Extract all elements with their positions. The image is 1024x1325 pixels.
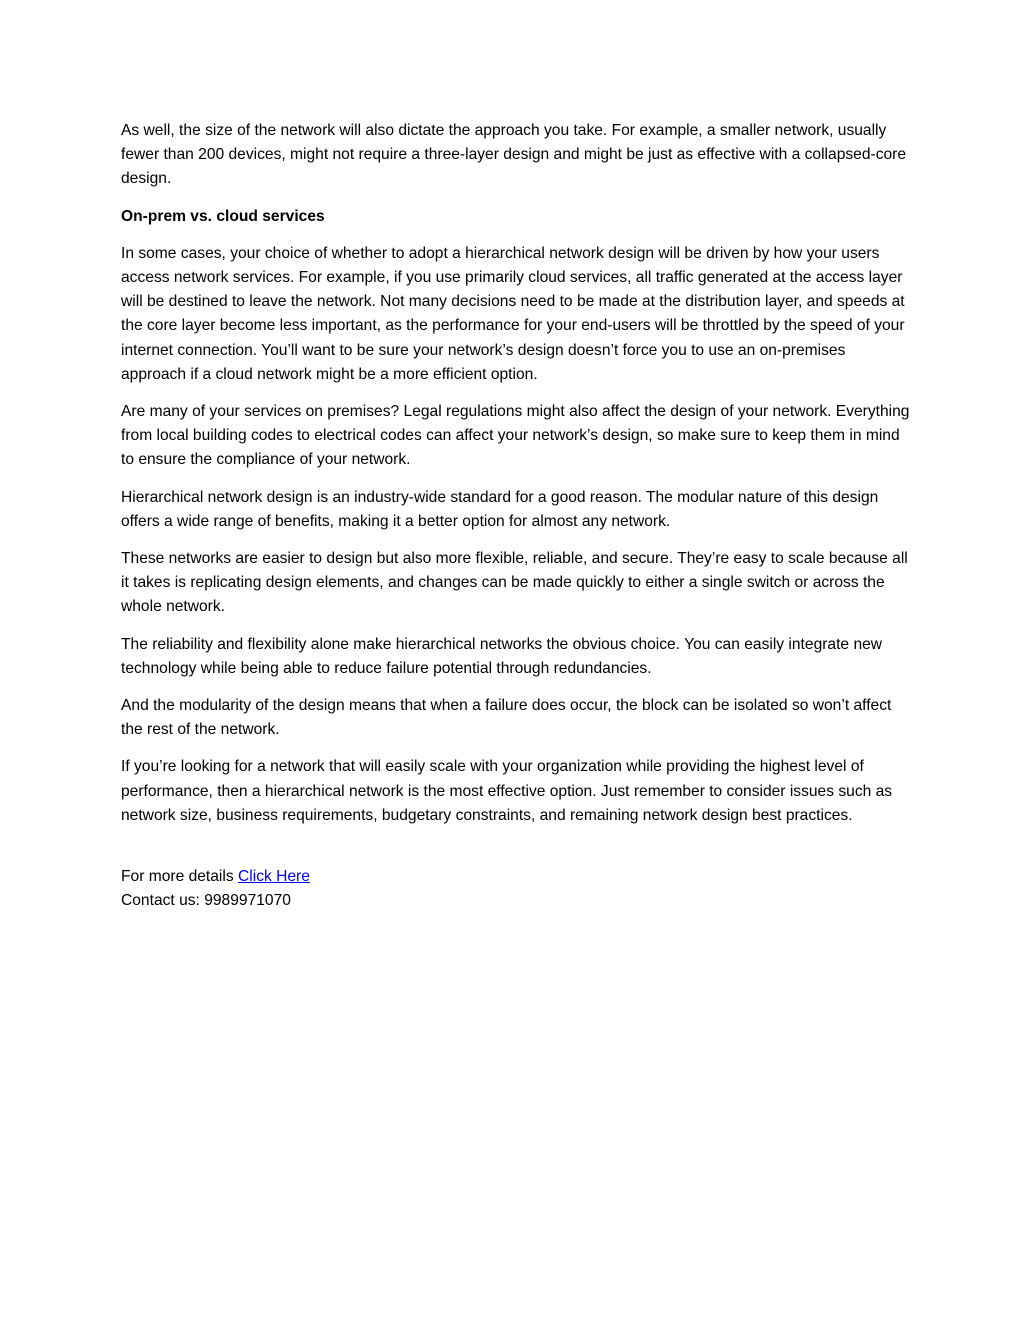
more-details-line: [121, 865, 911, 889]
paragraph-cloud-services: In some cases, your choice of whether to adopt a hierarchical network design will be driven by how your users access network services. For example, if you use primarily cloud services, all traffic generated at the access layer will be destined to leave the network. Not many decisions need to be made at the distribution layer, and speeds at the core layer become less important, as the performance for your end-users will be throttled by the speed of your internet connection. You’ll want to be sure your network’s design doesn’t force you to use an on-premises approach if a cloud network might be a more efficient option.: [121, 244, 905, 383]
document-body: [121, 119, 911, 913]
paragraph-industry-standard: Hierarchical network design is an industry-wide standard for a good reason. The modular nature of this design offers a wide range of benefits, making it a better option for almost any network.: [121, 488, 879, 530]
section-heading: On-prem vs. cloud services: [121, 207, 325, 225]
paragraph-on-premises: Are many of your services on premises? Legal regulations might also affect the design of your network. Everything from local building codes to electrical codes can affect your network’s design, so make sure to keep them in mind to ensure the compliance of your network.: [121, 403, 910, 469]
more-details-text: For more details: [121, 868, 238, 886]
paragraph-conclusion: If you’re looking for a network that will easily scale with your organization while providing the highest level of performance, then a hierarchical network is the most effective option. Just remember to consider issues such as network size, business requirements, budgetary constraints, and remaining network design best practices.: [121, 758, 893, 824]
click-here-link[interactable]: Click Here: [238, 868, 310, 886]
paragraph-network-size: As well, the size of the network will also dictate the approach you take. For example, a smaller network, usually fewer than 200 devices, might not require a three-layer design and might be just as effective with a collapsed-core design.: [121, 122, 907, 188]
paragraph-reliability: The reliability and flexibility alone make hierarchical networks the obvious choice. You can easily integrate new technology while being able to reduce failure potential through redundancies.: [121, 635, 883, 677]
footer-contact: [121, 865, 911, 913]
paragraph-benefits: These networks are easier to design but also more flexible, reliable, and secure. They’re easy to scale because all it takes is replicating design elements, and changes can be made quickly to either a single switch or across the whole network.: [121, 550, 908, 616]
paragraph-modularity: And the modularity of the design means that when a failure does occur, the block can be isolated so won’t affect the rest of the network.: [121, 697, 892, 739]
contact-line: Contact us: 9989971070: [121, 892, 291, 910]
